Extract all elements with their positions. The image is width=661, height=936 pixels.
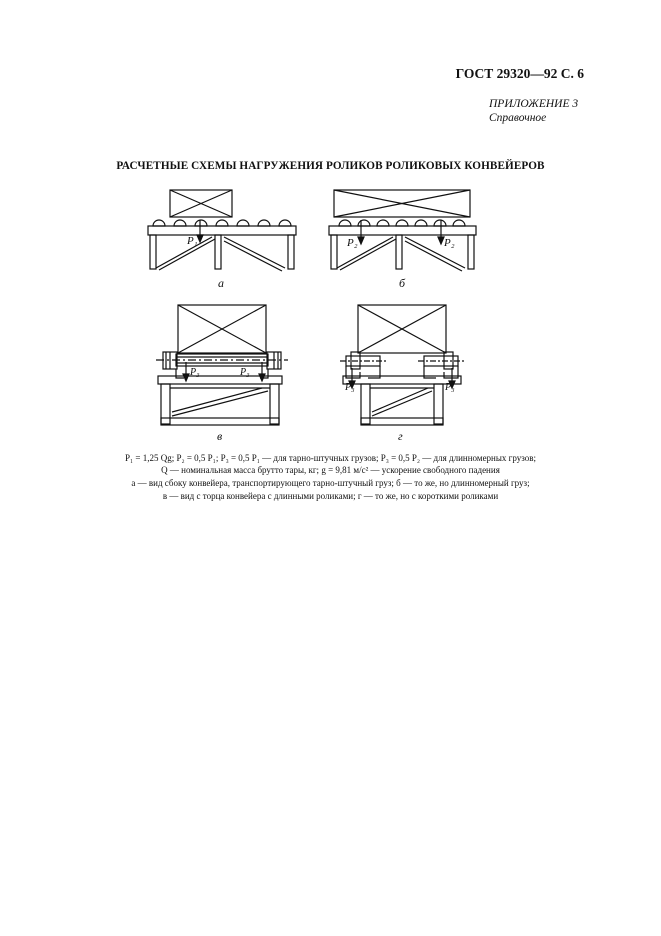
figure-a [148, 190, 296, 271]
main-title: РАСЧЕТНЫЕ СХЕМЫ НАГРУЖЕНИЯ РОЛИКОВ РОЛИКОВЫХ КОНВЕЙЕРОВ [116, 160, 545, 172]
figure-g [340, 305, 464, 425]
force-label-b-left: P₂ [347, 237, 358, 249]
figure-label-g: г [398, 429, 403, 443]
document-header: ГОСТ 29320—92 С. 6 [455, 66, 584, 81]
figure-label-v: в [217, 429, 223, 443]
force-label-g-left: P₃ [345, 382, 355, 393]
caption-line-3: а — вид сбоку конвейера, транспортирующего тарно-штучный груз; б — то же, но длинномерный груз; [131, 478, 530, 488]
figure-v [156, 305, 288, 425]
force-label-g-right: P₃ [445, 382, 455, 393]
force-label-v-left: P₃ [190, 367, 200, 378]
figure-label-b: б [399, 276, 406, 290]
force-label-a: P₁ [187, 235, 198, 247]
caption-line-1: P₁ = 1,25 Qg; P₂ = 0,5 P₁; P₃ = 0,5 P₁ — для тарно-штучных грузов; P₃ = 0,5 P₂ — для длинномерных грузов; [124, 453, 536, 463]
figure-label-a: а [218, 276, 224, 290]
appendix-title: ПРИЛОЖЕНИЕ 3 [489, 98, 579, 110]
appendix-type: Справочное [489, 112, 547, 124]
force-label-b-right: P₂ [444, 237, 455, 249]
force-label-v-right: P₃ [240, 367, 250, 378]
caption-line-4: в — вид с торца конвейера с длинными роликами; г — то же, но с короткими роликами [162, 491, 499, 501]
figure-b [329, 190, 476, 271]
caption-line-2: Q — номинальная масса брутто тары, кг; g = 9,81 м/с² — ускорение свободного падения [161, 465, 500, 475]
